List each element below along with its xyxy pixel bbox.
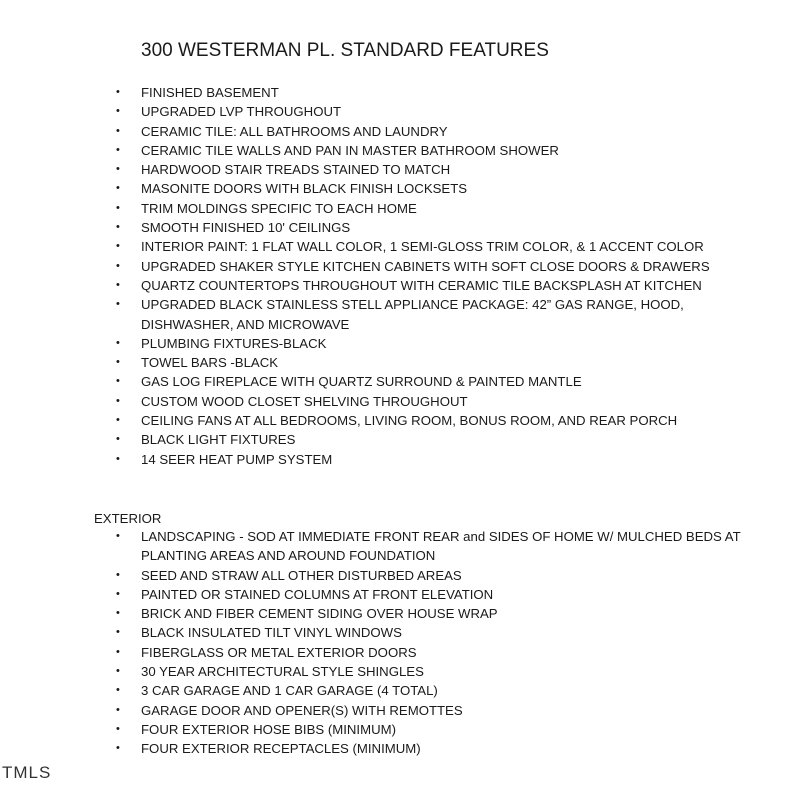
exterior-feature-item-text: BLACK INSULATED TILT VINYL WINDOWS: [141, 625, 402, 641]
interior-feature-item-text: PLUMBING FIXTURES-BLACK: [141, 335, 327, 351]
interior-feature-item: [116, 102, 756, 121]
exterior-feature-item-text: SEED AND STRAW ALL OTHER DISTURBED AREAS: [141, 567, 462, 583]
bullet-icon: •: [116, 665, 120, 678]
bullet-icon: •: [116, 742, 120, 755]
bullet-icon: •: [116, 298, 120, 311]
bullet-icon: •: [116, 182, 120, 195]
interior-feature-item: [116, 237, 756, 256]
exterior-feature-item-text: 30 YEAR ARCHITECTURAL STYLE SHINGLES: [141, 664, 424, 680]
interior-feature-item-text: CEILING FANS AT ALL BEDROOMS, LIVING ROOM, BONUS ROOM, AND REAR PORCH: [141, 413, 678, 429]
interior-features-list: [116, 83, 756, 469]
exterior-feature-item: [116, 623, 756, 642]
interior-feature-item: [116, 334, 756, 353]
exterior-feature-item: [116, 527, 756, 566]
exterior-heading: EXTERIOR: [94, 511, 162, 526]
interior-feature-item-text: TRIM MOLDINGS SPECIFIC TO EACH HOME: [141, 200, 417, 216]
bullet-icon: •: [116, 703, 120, 716]
interior-feature-item: [116, 392, 756, 411]
interior-feature-item: [116, 450, 756, 469]
exterior-feature-item-text: FIBERGLASS OR METAL EXTERIOR DOORS: [141, 644, 417, 660]
bullet-icon: •: [116, 568, 120, 581]
interior-feature-item: [116, 430, 756, 449]
interior-feature-item-text: 14 SEER HEAT PUMP SYSTEM: [141, 451, 333, 467]
bullet-icon: •: [116, 433, 120, 446]
exterior-feature-item: [116, 566, 756, 585]
bullet-icon: •: [116, 626, 120, 639]
bullet-icon: •: [116, 684, 120, 697]
interior-feature-item-text: FINISHED BASEMENT: [141, 85, 279, 100]
interior-feature-item: [116, 141, 756, 160]
interior-feature-item-text: SMOOTH FINISHED 10' CEILINGS: [141, 220, 351, 236]
bullet-icon: •: [116, 143, 120, 156]
document-title: 300 WESTERMAN PL. STANDARD FEATURES: [141, 40, 549, 61]
bullet-icon: •: [116, 201, 120, 214]
exterior-feature-item: [116, 662, 756, 681]
bullet-icon: •: [116, 336, 120, 349]
bullet-icon: •: [116, 105, 120, 118]
interior-feature-item-text: GAS LOG FIREPLACE WITH QUARTZ SURROUND & PAINTED MANTLE: [141, 374, 582, 390]
exterior-feature-item-text: 3 CAR GARAGE AND 1 CAR GARAGE (4 TOTAL): [141, 683, 438, 699]
bullet-icon: •: [116, 414, 120, 427]
bullet-icon: •: [116, 259, 120, 272]
exterior-feature-item: [116, 604, 756, 623]
interior-feature-item: [116, 122, 756, 141]
interior-feature-item-text: CUSTOM WOOD CLOSET SHELVING THROUGHOUT: [141, 393, 468, 409]
interior-feature-item: [116, 295, 756, 334]
exterior-features-list: [116, 527, 756, 759]
interior-feature-item: [116, 411, 756, 430]
bullet-icon: •: [116, 240, 120, 253]
interior-feature-item: [116, 218, 756, 237]
interior-feature-item: [116, 199, 756, 218]
interior-feature-item-text: MASONITE DOORS WITH BLACK FINISH LOCKSETS: [141, 181, 468, 197]
exterior-feature-item: [116, 720, 756, 739]
interior-feature-item: [116, 160, 756, 179]
exterior-feature-item-text: FOUR EXTERIOR RECEPTACLES (MINIMUM): [141, 741, 421, 757]
exterior-feature-item: [116, 643, 756, 662]
exterior-feature-item: [116, 739, 756, 758]
bullet-icon: •: [116, 452, 120, 465]
exterior-feature-item-text: PAINTED OR STAINED COLUMNS AT FRONT ELEVATION: [141, 586, 494, 602]
interior-feature-item-text: UPGRADED SHAKER STYLE KITCHEN CABINETS WITH SOFT CLOSE DOORS & DRAWERS: [141, 258, 710, 274]
interior-feature-item: [116, 276, 756, 295]
interior-feature-item-text: INTERIOR PAINT: 1 FLAT WALL COLOR, 1 SEMI-GLOSS TRIM COLOR, & 1 ACCENT COLOR: [141, 239, 704, 255]
exterior-feature-item: [116, 701, 756, 720]
bullet-icon: •: [116, 278, 120, 291]
exterior-feature-item-text: LANDSCAPING - SOD AT IMMEDIATE FRONT REAR and SIDES OF HOME W/ MULCHED BEDS AT PLANTING AREAS AND AROUND FOUNDATION: [141, 529, 741, 564]
bullet-icon: •: [116, 722, 120, 735]
interior-feature-item: [116, 372, 756, 391]
bullet-icon: •: [116, 394, 120, 407]
interior-feature-item: [116, 83, 756, 102]
interior-feature-item-text: TOWEL BARS -BLACK: [141, 355, 279, 371]
exterior-feature-item: [116, 585, 756, 604]
exterior-feature-item-text: BRICK AND FIBER CEMENT SIDING OVER HOUSE WRAP: [141, 606, 498, 622]
exterior-feature-item-text: FOUR EXTERIOR HOSE BIBS (MINIMUM): [141, 721, 396, 737]
bullet-icon: •: [116, 375, 120, 388]
bullet-icon: •: [116, 86, 120, 98]
interior-feature-item: [116, 179, 756, 198]
interior-feature-item-text: BLACK LIGHT FIXTURES: [141, 432, 296, 448]
bullet-icon: •: [116, 645, 120, 658]
bullet-icon: •: [116, 124, 120, 137]
interior-feature-item-text: CERAMIC TILE WALLS AND PAN IN MASTER BATHROOM SHOWER: [141, 142, 559, 158]
interior-feature-item: [116, 353, 756, 372]
interior-feature-item: [116, 257, 756, 276]
interior-feature-item-text: QUARTZ COUNTERTOPS THROUGHOUT WITH CERAMIC TILE BACKSPLASH AT KITCHEN: [141, 277, 702, 293]
interior-feature-item-text: CERAMIC TILE: ALL BATHROOMS AND LAUNDRY: [141, 123, 448, 139]
interior-feature-item-text: HARDWOOD STAIR TREADS STAINED TO MATCH: [141, 162, 451, 178]
mls-logo: TMLS: [2, 763, 52, 782]
bullet-icon: •: [116, 221, 120, 234]
bullet-icon: •: [116, 163, 120, 176]
bullet-icon: •: [116, 587, 120, 600]
bullet-icon: •: [116, 356, 120, 369]
interior-feature-item-text: UPGRADED LVP THROUGHOUT: [141, 104, 342, 120]
bullet-icon: •: [116, 530, 120, 542]
exterior-feature-item-text: GARAGE DOOR AND OPENER(S) WITH REMOTTES: [141, 702, 463, 718]
exterior-feature-item: [116, 681, 756, 700]
bullet-icon: •: [116, 607, 120, 620]
interior-feature-item-text: UPGRADED BLACK STAINLESS STELL APPLIANCE PACKAGE: 42” GAS RANGE, HOOD, DISHWASHER, AND MICROWAVE: [141, 297, 684, 332]
